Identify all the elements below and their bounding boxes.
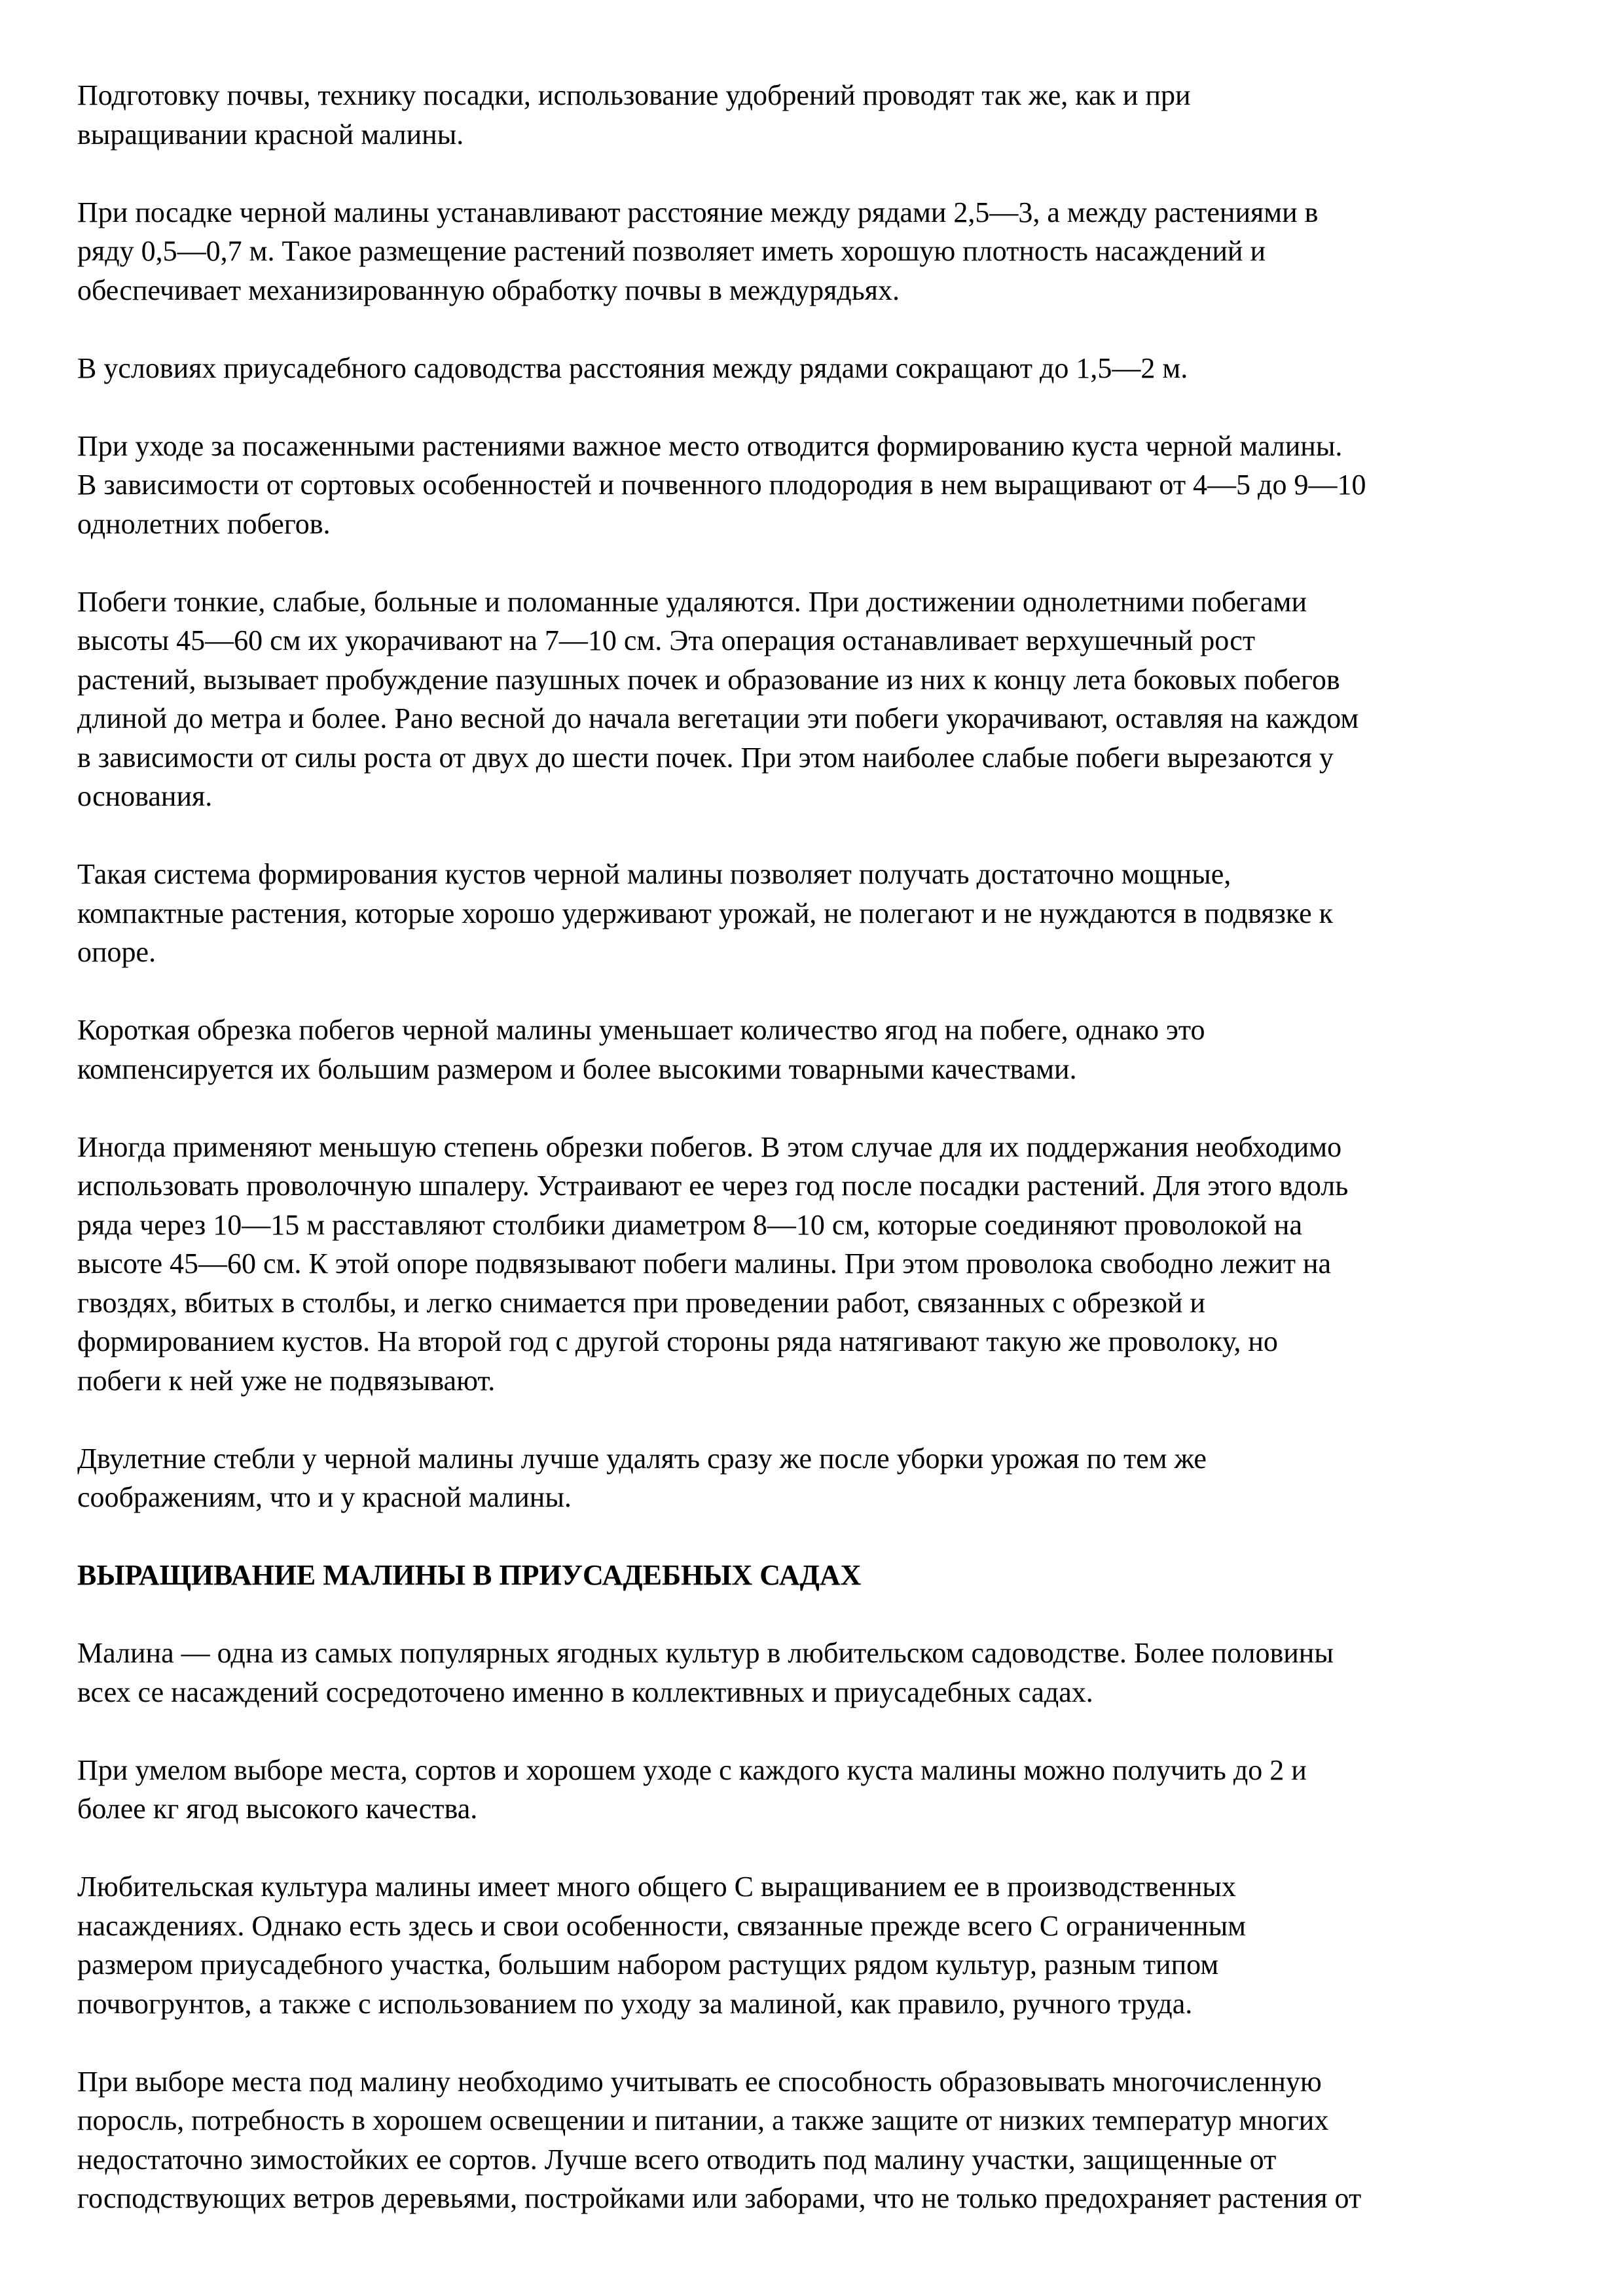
paragraph: Такая система формирования кустов черной малины позволяет получать достаточно мощные, компактные растения, которые хорошо удерживают урожай, не полегают и не нуждаются в подвязке к опоре. (77, 858, 1334, 968)
paragraph: Любительская культура малины имеет много общего С выращиванием ее в производственных насаждениях. Однако есть здесь и свои особенности, связанные прежде всего С ограниченным размером приусадебного участка, большим набором растущих рядом культур, разным типом почвогрунтов, а также с использованием по уходу за малиной, как правило, ручного труда. (77, 1871, 1247, 2020)
paragraph: При умелом выборе места, сортов и хорошем уходе с каждого куста малины можно получить до 2 и более кг ягод высокого качества. (77, 1753, 1307, 1825)
section-heading: ВЫРАЩИВАНИЕ МАЛИНЫ В ПРИУСАДЕБНЫХ САДАХ (77, 1559, 862, 1591)
paragraph: Иногда применяют меньшую степень обрезки побегов. В этом случае для их поддержания необходимо использовать проволочную шпалеру. Устраивают ее через год после посадки растений. Для этого вдоль ряда через 10—15 м расставляют столбики диаметром 8—10 см, которые соединяют проволокой на высоте 45—60 см. К этой опоре подвязывают побеги малины. При этом проволока свободно лежит на гвоздях, вбитых в столбы, и легко снимается при проведении работ, связанных с обрезкой и формированием кустов. На второй год с другой стороны ряда натягивают такую же проволоку, но побеги к ней уже не подвязывают. (77, 1130, 1349, 1397)
paragraph: Малина — одна из самых популярных ягодных культур в любительском садоводстве. Более половины всех се насаждений сосредоточено именно в коллективных и приусадебных садах. (77, 1637, 1334, 1708)
paragraph: Двулетние стебли у черной малины лучше удалять сразу же после уборки урожая по тем же соображениям, что и у красной малины. (77, 1442, 1207, 1513)
paragraph: Короткая обрезка побегов черной малины уменьшает количество ягод на побеге, однако это компенсируется их большим размером и более высокими товарными качествами. (77, 1014, 1205, 1085)
paragraph: Побеги тонкие, слабые, больные и поломанные удаляются. При достижении однолетними побегами высоты 45—60 см их укорачивают на 7—10 см. Эта операция останавливает верхушечный рост растений, вызывает пробуждение пазушных почек и образование из них к концу лета боковых побегов длиной до метра и более. Рано весной до начала вегетации эти побеги укорачивают, оставляя на каждом в зависимости от силы роста от двух до шести почек. При этом наиболее слабые побеги вырезаются у основания. (77, 585, 1359, 812)
paragraph: В условиях приусадебного садоводства расстояния между рядами сокращают до 1,5—2 м. (77, 351, 1188, 384)
paragraph: При посадке черной малины устанавливают расстояние между рядами 2,5—3, а между растениями в ряду 0,5—0,7 м. Такое размещение растений позволяет иметь хорошую плотность насаждений и обеспечивает механизированную обработку почвы в междурядьях. (77, 196, 1319, 306)
paragraph: При уходе за посаженными растениями важное место отводится формированию куста черной малины. В зависимости от сортовых особенностей и почвенного плодородия в нем выращивают от 4—5 до 9—10 однолетних побегов. (77, 429, 1366, 540)
paragraph: При выборе места под малину необходимо учитывать ее способность образовывать многочисленную поросль, потребность в хорошем освещении и питании, а также защите от низких температур многих недостаточно зимостойких ее сортов. Лучше всего отводить под малину участки, защищенные от господствующих ветров деревьями, постройками или заборами, что не только предохраняет растения от (77, 2065, 1362, 2214)
paragraph: Подготовку почвы, технику посадки, использование удобрений проводят так же, как и при выращивании красной малины. (77, 79, 1191, 151)
document-page (77, 76, 1557, 2257)
